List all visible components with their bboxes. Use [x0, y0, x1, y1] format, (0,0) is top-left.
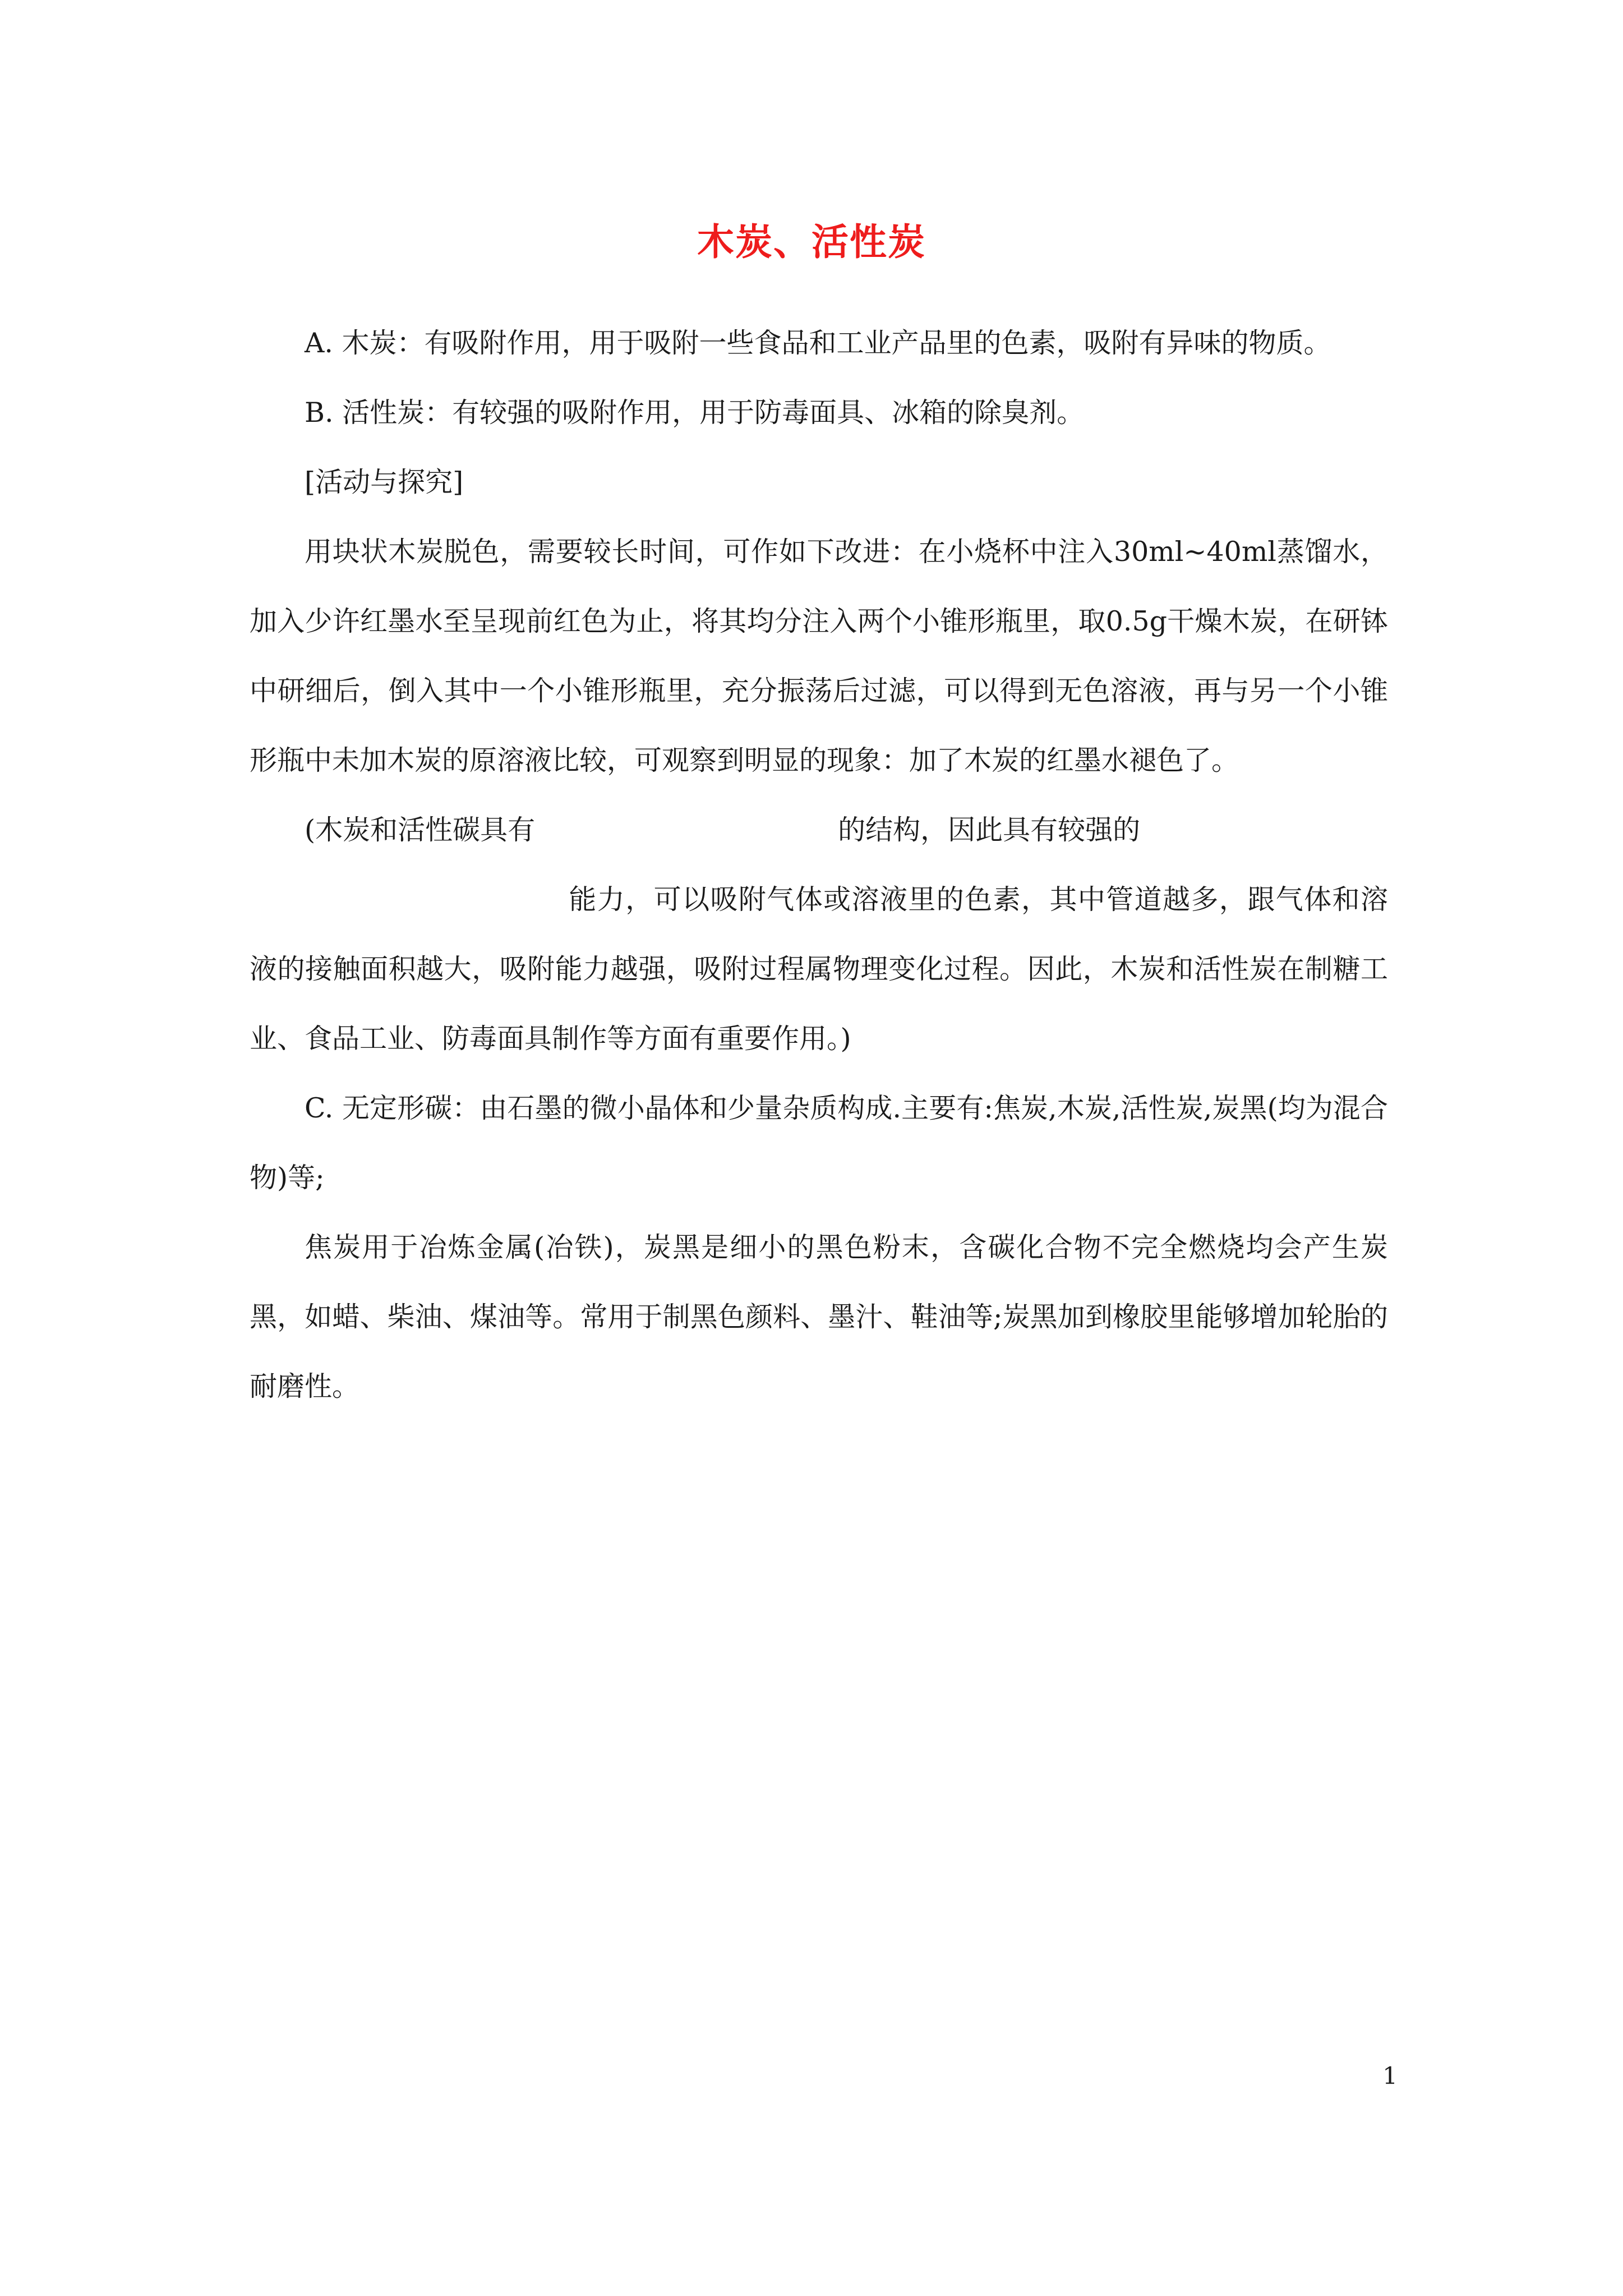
page-title: 木炭、活性炭 [697, 220, 926, 264]
activity-heading: [活动与探究] [305, 466, 464, 498]
paragraph-fill-in-note [250, 795, 1388, 1074]
paragraph-charcoal: A. 木炭：有吸附作用，用于吸附一些食品和工业产品里的色素，吸附有异味的物质。 [305, 327, 1331, 359]
paragraph-amorphous-carbon: C. 无定形碳：由石墨的微小晶体和少量杂质构成.主要有:焦炭,木炭,活性炭,炭黑(均为混合物)等; [250, 1092, 1388, 1194]
page-number: 1 [1382, 2062, 1398, 2090]
note-text-part-2: 的结构，因此具有较强的 [838, 814, 1141, 846]
document-body [250, 309, 1388, 1421]
paragraph-activated-carbon: B. 活性炭：有较强的吸附作用，用于防毒面具、冰箱的除臭剂。 [305, 397, 1085, 429]
paragraph-activity: 用块状木炭脱色，需要较长时间，可作如下改进：在小烧杯中注入30ml~40ml蒸馏水，加入少许红墨水至呈现前红色为止，将其均分注入两个小锥形瓶里，取0.5g干燥木炭，在研钵中研细后，倒入其中一个小锥形瓶里，充分振荡后过滤，可以得到无色溶液，再与另一个小锥形瓶中未加木炭的原溶液比较，可观察到明显的现象：加了木炭的红墨水褪色了。 [250, 536, 1388, 776]
note-text-part-1: (木炭和活性碳具有 [305, 814, 536, 846]
note-text-part-3: 能力，可以吸附气体或溶液里的色素，其中管道越多，跟气体和溶液的接触面积越大，吸附能力越强，吸附过程属物理变化过程。因此，木炭和活性炭在制糖工业、食品工业、防毒面具制作等方面有重要作用。) [250, 884, 1388, 1055]
paragraph-coke-carbon-black: 焦炭用于冶炼金属(冶铁)，炭黑是细小的黑色粉末，含碳化合物不完全燃烧均会产生炭黑，如蜡、柴油、煤油等。常用于制黑色颜料、墨汁、鞋油等;炭黑加到橡胶里能够增加轮胎的耐磨性。 [250, 1231, 1388, 1402]
